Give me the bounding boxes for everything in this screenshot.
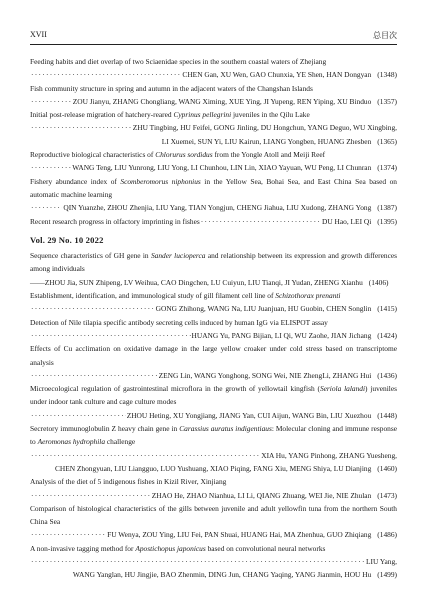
authors-line [30, 302, 397, 315]
leader-dots [31, 161, 71, 174]
authors-line [30, 528, 397, 541]
page-number[interactable]: (1473) [377, 490, 397, 500]
page-number[interactable]: (1387) [377, 203, 397, 213]
authors-continuation [30, 462, 397, 475]
article-authors: XIA Hu, YANG Pinhong, ZHANG Yuesheng, [261, 450, 397, 460]
species-name: Apostichopus japonicus [135, 543, 206, 553]
toc-entry [30, 215, 397, 228]
article-title[interactable] [30, 289, 397, 302]
leader-dots [31, 409, 126, 422]
entry-line [30, 215, 397, 228]
page-roman-number: XVII [30, 30, 47, 39]
page-number[interactable]: (1460) [377, 463, 397, 473]
toc-entry [30, 382, 397, 422]
leader-dots [31, 449, 260, 462]
article-authors: ZHAO He, ZHAO Nianhua, LI Li, QIANG Zhuang, WEI Jie, NIE Zhulan [151, 490, 372, 500]
toc-entry [30, 55, 397, 82]
authors-line [30, 369, 397, 382]
authors-line [30, 68, 397, 81]
authors-line [30, 489, 397, 502]
title-text: based on convolutional neural networks [205, 543, 326, 553]
running-title: 总目次 [373, 31, 397, 40]
title-text: Sequence characteristics of GH gene in [30, 251, 151, 261]
authors-line [30, 329, 397, 342]
title-text: Analysis of the diet of 5 indigenous fishes in Kizil River, Xinjiang [30, 477, 227, 487]
leader-dots [31, 329, 191, 342]
article-title[interactable] [30, 382, 397, 409]
leader-dots [31, 68, 181, 81]
article-title[interactable] [30, 502, 397, 529]
title-text: juveniles in the Qilu Lake [231, 110, 310, 120]
article-authors-cont: LI Xuemei, SUN Yi, LIU Kairun, LIANG Yongben, HUANG Zhesben [161, 136, 372, 146]
leader-dots [31, 95, 72, 108]
page-number[interactable]: (1406) [368, 277, 389, 287]
article-authors: ZHOU Heting, XU Yongjiang, JIANG Yan, CUI Aijun, WANG Bin, LIU Xuezhou [126, 410, 372, 420]
authors-line [30, 95, 397, 108]
article-title[interactable] [30, 55, 397, 68]
article-authors: ZHU Tingbing, HU Feifei, GONG Jinling, DU Hongchun, YANG Deguo, WU Xingbing, [132, 123, 397, 133]
toc-entry [30, 148, 397, 175]
toc-entry [30, 316, 397, 343]
title-text: ) juveniles under indoor tank culture and cage culture modes [30, 384, 398, 407]
authors-line [30, 161, 397, 174]
title-text: : Molecular cloning and immune response to [30, 424, 398, 447]
title-text: from the Yongle Atoll and Meiji Reef [212, 150, 326, 160]
leader-dots [31, 528, 106, 541]
species-name: Sander lucioperca [150, 251, 206, 261]
authors-line [30, 201, 397, 214]
toc-entry [30, 422, 397, 475]
page-number[interactable]: (1395) [377, 216, 397, 226]
article-authors: HUANG Yu, PANG Bijian, LI Qi, WU Zaohe, JIAN Jichang [191, 330, 372, 340]
title-text: Feeding habits and diet overlap of two Sciaenidae species in the southern coastal waters of Zhejiang [30, 57, 327, 66]
lead-dash: —— [30, 277, 45, 287]
article-title[interactable] [30, 175, 397, 202]
leader-dots [201, 215, 321, 228]
leader-dots [31, 302, 155, 315]
leader-dots [31, 201, 62, 214]
title-text: Microecological regulation of gastrointestinal microflora in the growth of yellowtail kingfish ( [30, 384, 320, 394]
title-text: challenge [105, 437, 136, 447]
header-rule [30, 44, 397, 45]
page-number[interactable]: (1415) [377, 304, 397, 314]
volume-heading: Vol. 29 No. 10 2022 [30, 234, 104, 245]
page-number[interactable]: (1374) [377, 163, 397, 173]
article-title[interactable] [30, 422, 397, 449]
authors-continuation [30, 135, 397, 148]
species-name: Aeromonas hydrophila [37, 437, 106, 447]
toc-entry [30, 108, 397, 148]
article-authors: WANG Teng, LIU Yunrong, LIU Yong, LI Chunhou, LIN Lin, XIAO Yayuan, WU Peng, LI Chunran [72, 163, 372, 173]
article-title[interactable] [30, 475, 397, 488]
authors-line [30, 409, 397, 422]
article-authors: ZOU Jianyu, ZHANG Chongliang, WANG Ximing, XUE Ying, JI Yupeng, REN Yiping, XU Binduo [72, 96, 372, 106]
title-text: Effects of Cu acclimation on oxidative damage in the large yellow croaker under cold stress based on transcriptome analysis [30, 344, 397, 367]
page-number[interactable]: (1348) [377, 70, 397, 80]
page-number[interactable]: (1357) [377, 96, 397, 106]
article-authors: GONG Zhihong, WANG Na, LIU Juanjuan, HU Guobin, CHEN Songlin [155, 304, 372, 314]
page-number[interactable]: (1499) [377, 570, 397, 580]
species-name: Cyprinus pellegrini [173, 110, 232, 120]
toc-entry [30, 502, 397, 542]
page-number[interactable]: (1448) [377, 410, 397, 420]
article-title[interactable] [30, 542, 397, 555]
toc-entry [30, 542, 397, 582]
article-authors: FU Wenya, ZOU Ying, LIU Fei, PAN Shuai, HUANG Hai, MA Zhenhua, GUO Zhiqiang [107, 530, 372, 540]
title-text: Recent research progress in olfactory imprinting in fishes [30, 216, 200, 226]
page-number[interactable]: (1424) [377, 330, 397, 340]
toc-entry [30, 475, 397, 502]
toc-entry [30, 82, 397, 109]
title-text: Reproductive biological characteristics of [30, 150, 156, 160]
species-name: Carassius auratus indigentiaus [179, 424, 272, 434]
title-text: Initial post-release migration of hatchery-reared [30, 110, 174, 120]
leader-dots [31, 369, 158, 382]
article-authors: DU Hao, LEI Qi [322, 216, 372, 226]
article-authors: ZHOU Jia, SUN Zhipeng, LV Weihua, CAO Dingchen, LU Cuiyun, LIU Tianqi, JI Yudan, ZHENG Xianhu [44, 277, 363, 287]
title-text: in the Yellow Sea, Bohai Sea, and East China Sea based on automatic machine learning [30, 176, 397, 199]
authors-line [30, 276, 397, 289]
page-number[interactable]: (1365) [377, 136, 397, 146]
page-header [30, 30, 397, 42]
title-text: and relationship between its expression and growth differences among individuals [30, 251, 398, 274]
leader-dots [31, 489, 151, 502]
title-text: A non-invasive tagging method for [30, 543, 136, 553]
species-name: Seriola lalandi [319, 384, 366, 394]
authors-continuation [30, 568, 397, 581]
article-title[interactable] [30, 148, 397, 161]
page-number[interactable]: (1436) [377, 370, 397, 380]
title-text: Secretory immunoglobulin Z heavy chain gene in [30, 424, 180, 434]
leader-dots [31, 121, 132, 134]
toc-entry [30, 289, 397, 316]
article-title[interactable] [30, 108, 397, 121]
table-of-contents [30, 55, 397, 582]
article-title[interactable] [30, 342, 397, 369]
leader-dots [31, 555, 365, 568]
article-title[interactable] [30, 82, 397, 95]
article-authors: CHEN Gan, XU Wen, GAO Chunxia, YE Shen, HAN Dongyan [182, 70, 372, 80]
toc-entry [30, 249, 397, 289]
title-text: Fishery abundance index of [30, 176, 121, 186]
article-title[interactable] [30, 316, 397, 329]
article-authors: LIU Yang, [365, 556, 397, 566]
page-number[interactable]: (1486) [377, 530, 397, 540]
toc-entry [30, 175, 397, 215]
species-name: Schizothorax prenanti [275, 291, 341, 301]
title-text: Establishment, identification, and immunological study of gill filament cell line of [30, 291, 276, 301]
species-name: Scomberomorus niphonius [120, 176, 201, 186]
authors-line [30, 555, 397, 568]
title-text: Detection of Nile tilapia specific antibody secreting cells induced by human IgG via ELISPOT assay [30, 317, 328, 327]
article-authors: QIN Yuanzhe, ZHOU Zhenjia, LIU Yang, TIAN Yongjun, CHENG Jiahua, LIU Xudong, ZHANG Yong [63, 203, 372, 213]
title-text: Fish community structure in spring and autumn in the adjacent waters of the Changshan Islands [30, 83, 313, 93]
article-authors-cont: WANG Yanglan, HU Jingjie, BAO Zhenmin, DING Jun, CHANG Yaqing, YANG Jianmin, HOU Hu [72, 570, 372, 580]
article-authors-cont: CHEN Zhongyuan, LIU Liangguo, LUO Yushuang, XIAO Piqing, FANG Xiu, MENG Shiya, LU Dianjing [54, 463, 372, 473]
species-name: Chlorurus sordidus [155, 150, 213, 160]
article-title[interactable] [30, 249, 397, 276]
toc-entry [30, 342, 397, 382]
authors-line [30, 121, 397, 134]
title-text: Comparison of histological characteristics of the gills between juvenile and adult yellowfin tuna from the northern South China Sea [30, 503, 397, 527]
article-authors: ZENG Lin, WANG Yonghong, SONG Wei, NIE ZhengLi, ZHANG Hui [158, 370, 372, 380]
article-title[interactable] [30, 215, 200, 228]
authors-line [30, 449, 397, 462]
